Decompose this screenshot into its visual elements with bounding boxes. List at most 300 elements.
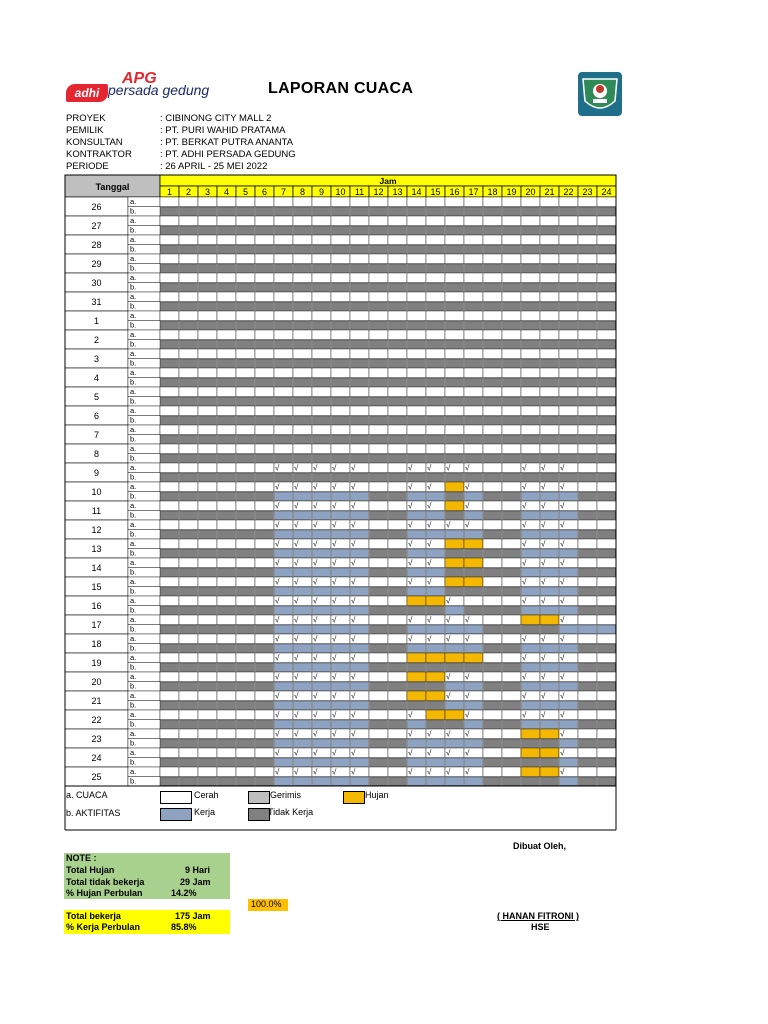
check-mark: √ — [313, 577, 318, 587]
cuaca-cell — [445, 501, 464, 511]
cuaca-cell — [407, 273, 426, 283]
cuaca-cell — [369, 691, 388, 701]
aktifitas-cell — [503, 473, 521, 482]
aktifitas-cell — [446, 663, 464, 672]
aktifitas-cell — [256, 663, 274, 672]
cuaca-cell — [331, 216, 350, 226]
aktifitas-cell — [351, 568, 369, 577]
cuaca-cell — [255, 691, 274, 701]
cuaca-cell — [198, 425, 217, 435]
aktifitas-cell — [389, 606, 407, 615]
aktifitas-cell — [237, 587, 255, 596]
aktifitas-cell — [446, 739, 464, 748]
cuaca-cell — [160, 691, 179, 701]
aktifitas-cell — [332, 454, 350, 463]
cuaca-cell — [597, 596, 616, 606]
aktifitas-cell — [560, 454, 578, 463]
aktifitas-cell — [560, 207, 578, 216]
check-mark: √ — [294, 672, 299, 682]
aktifitas-cell — [427, 321, 445, 330]
aktifitas-cell — [332, 283, 350, 292]
aktifitas-cell — [294, 359, 312, 368]
aktifitas-cell — [427, 397, 445, 406]
cuaca-cell — [445, 710, 464, 720]
aktifitas-cell — [503, 549, 521, 558]
cuaca-cell — [160, 672, 179, 682]
aktifitas-cell — [446, 245, 464, 254]
aktifitas-cell — [522, 663, 540, 672]
aktifitas-cell — [313, 568, 331, 577]
aktifitas-cell — [161, 492, 179, 501]
row-a-label: a. — [130, 520, 137, 529]
cuaca-cell — [217, 539, 236, 549]
aktifitas-cell — [332, 321, 350, 330]
aktifitas-cell — [161, 226, 179, 235]
logo-apg-text: APG — [122, 70, 157, 87]
aktifitas-cell — [370, 473, 388, 482]
cuaca-cell — [160, 748, 179, 758]
cuaca-cell — [236, 615, 255, 625]
aktifitas-cell — [541, 378, 559, 387]
cuaca-cell — [312, 254, 331, 264]
aktifitas-cell — [408, 568, 426, 577]
aktifitas-cell — [199, 587, 217, 596]
cuaca-cell — [255, 292, 274, 302]
work-note-label: Total bekerja — [66, 911, 121, 921]
aktifitas-cell — [389, 492, 407, 501]
aktifitas-cell — [465, 359, 483, 368]
aktifitas-cell — [427, 530, 445, 539]
aktifitas-cell — [446, 416, 464, 425]
hour-header: Jam — [379, 176, 397, 186]
aktifitas-cell — [446, 568, 464, 577]
cuaca-cell — [464, 387, 483, 397]
cuaca-cell — [198, 596, 217, 606]
aktifitas-cell — [237, 492, 255, 501]
aktifitas-cell — [446, 682, 464, 691]
aktifitas-cell — [389, 777, 407, 786]
aktifitas-cell — [579, 644, 597, 653]
aktifitas-cell — [237, 454, 255, 463]
aktifitas-cell — [237, 226, 255, 235]
row-b-label: b. — [130, 301, 137, 311]
cuaca-cell — [445, 292, 464, 302]
aktifitas-cell — [427, 435, 445, 444]
cuaca-cell — [293, 368, 312, 378]
aktifitas-cell — [579, 378, 597, 387]
check-mark: √ — [275, 463, 280, 473]
aktifitas-cell — [256, 492, 274, 501]
check-mark: √ — [427, 767, 432, 777]
check-mark: √ — [446, 596, 451, 606]
cuaca-cell — [521, 767, 540, 777]
info-key: KONTRAKTOR — [66, 149, 132, 160]
cuaca-cell — [179, 273, 198, 283]
cuaca-cell — [578, 311, 597, 321]
row-b-label: b. — [130, 396, 137, 406]
check-mark: √ — [332, 463, 337, 473]
cuaca-cell — [464, 292, 483, 302]
cuaca-cell — [578, 767, 597, 777]
aktifitas-cell — [560, 758, 578, 767]
check-mark: √ — [446, 748, 451, 758]
row-b-label: b. — [130, 320, 137, 330]
cuaca-cell — [521, 425, 540, 435]
cuaca-cell — [388, 254, 407, 264]
aktifitas-cell — [541, 416, 559, 425]
aktifitas-cell — [541, 302, 559, 311]
date-label: 14 — [91, 563, 102, 573]
date-label: 23 — [91, 734, 102, 744]
cuaca-cell — [217, 444, 236, 454]
check-mark: √ — [275, 634, 280, 644]
check-mark: √ — [560, 729, 565, 739]
aktifitas-cell — [389, 644, 407, 653]
aktifitas-cell — [161, 720, 179, 729]
check-mark: √ — [465, 463, 470, 473]
aktifitas-cell — [579, 606, 597, 615]
aktifitas-cell — [579, 435, 597, 444]
cuaca-cell — [483, 406, 502, 416]
check-mark: √ — [522, 482, 527, 492]
cuaca-cell — [160, 710, 179, 720]
aktifitas-cell — [275, 492, 293, 501]
check-mark: √ — [408, 748, 413, 758]
aktifitas-cell — [427, 416, 445, 425]
cuaca-cell — [179, 691, 198, 701]
aktifitas-cell — [465, 454, 483, 463]
cuaca-cell — [502, 558, 521, 568]
check-mark: √ — [408, 558, 413, 568]
cuaca-cell — [198, 748, 217, 758]
cuaca-cell — [198, 539, 217, 549]
cuaca-cell — [312, 197, 331, 207]
check-mark: √ — [313, 482, 318, 492]
cuaca-cell — [236, 406, 255, 416]
cuaca-cell — [160, 292, 179, 302]
aktifitas-cell — [598, 321, 616, 330]
aktifitas-cell — [199, 530, 217, 539]
date-label: 22 — [91, 715, 102, 725]
aktifitas-cell — [199, 701, 217, 710]
aktifitas-cell — [275, 226, 293, 235]
aktifitas-cell — [199, 226, 217, 235]
cuaca-cell — [312, 387, 331, 397]
cuaca-cell — [445, 330, 464, 340]
check-mark: √ — [541, 672, 546, 682]
row-a-label: a. — [130, 254, 137, 263]
aktifitas-cell — [256, 625, 274, 634]
cuaca-cell — [559, 311, 578, 321]
note-label: Total tidak bekerja — [66, 877, 145, 887]
aktifitas-cell — [598, 663, 616, 672]
cuaca-cell — [445, 406, 464, 416]
cuaca-cell — [388, 368, 407, 378]
aktifitas-cell — [446, 777, 464, 786]
check-mark: √ — [560, 463, 565, 473]
cuaca-cell — [369, 653, 388, 663]
cuaca-cell — [179, 425, 198, 435]
aktifitas-cell — [256, 530, 274, 539]
aktifitas-cell — [522, 397, 540, 406]
cuaca-cell — [578, 672, 597, 682]
aktifitas-cell — [313, 549, 331, 558]
date-label: 26 — [91, 202, 102, 212]
cuaca-cell — [578, 539, 597, 549]
cuaca-cell — [369, 406, 388, 416]
check-mark: √ — [313, 501, 318, 511]
aktifitas-cell — [294, 416, 312, 425]
check-mark: √ — [313, 653, 318, 663]
info-key: PROYEK — [66, 113, 106, 124]
check-mark: √ — [446, 520, 451, 530]
cuaca-cell — [255, 463, 274, 473]
aktifitas-cell — [408, 511, 426, 520]
cuaca-cell — [217, 330, 236, 340]
aktifitas-cell — [446, 397, 464, 406]
aktifitas-cell — [275, 720, 293, 729]
aktifitas-cell — [180, 226, 198, 235]
aktifitas-cell — [598, 530, 616, 539]
cuaca-cell — [597, 767, 616, 777]
cuaca-cell — [426, 444, 445, 454]
aktifitas-cell — [256, 416, 274, 425]
aktifitas-cell — [161, 568, 179, 577]
legend-tidak-kerja-swatch — [248, 808, 270, 821]
aktifitas-cell — [503, 720, 521, 729]
aktifitas-cell — [294, 644, 312, 653]
row-b-label: b. — [130, 643, 137, 653]
aktifitas-cell — [351, 264, 369, 273]
cuaca-cell — [312, 368, 331, 378]
aktifitas-cell — [427, 226, 445, 235]
cuaca-cell — [388, 710, 407, 720]
cuaca-cell — [160, 444, 179, 454]
aktifitas-cell — [465, 682, 483, 691]
aktifitas-cell — [598, 473, 616, 482]
aktifitas-cell — [275, 644, 293, 653]
aktifitas-cell — [180, 606, 198, 615]
aktifitas-cell — [484, 226, 502, 235]
cuaca-cell — [559, 273, 578, 283]
cuaca-cell — [179, 672, 198, 682]
date-label: 7 — [93, 430, 100, 440]
cuaca-cell — [578, 653, 597, 663]
aktifitas-cell — [237, 568, 255, 577]
cuaca-cell — [483, 216, 502, 226]
hour-label: 21 — [544, 187, 555, 197]
cuaca-cell — [198, 406, 217, 416]
cuaca-cell — [236, 520, 255, 530]
aktifitas-cell — [275, 606, 293, 615]
cuaca-cell — [540, 406, 559, 416]
aktifitas-cell — [541, 663, 559, 672]
cuaca-cell — [502, 672, 521, 682]
row-a-label: a. — [130, 558, 137, 567]
cuaca-cell — [540, 235, 559, 245]
cuaca-cell — [312, 444, 331, 454]
aktifitas-cell — [522, 226, 540, 235]
aktifitas-cell — [180, 758, 198, 767]
cuaca-cell — [483, 387, 502, 397]
aktifitas-cell — [256, 549, 274, 558]
cuaca-cell — [597, 444, 616, 454]
check-mark: √ — [313, 729, 318, 739]
aktifitas-cell — [180, 435, 198, 444]
cuaca-cell — [407, 653, 426, 663]
note-heading: NOTE : — [66, 853, 97, 863]
hour-label: 15 — [430, 187, 441, 197]
aktifitas-cell — [256, 207, 274, 216]
aktifitas-cell — [579, 625, 597, 634]
aktifitas-cell — [199, 758, 217, 767]
check-mark: √ — [275, 482, 280, 492]
aktifitas-cell — [218, 682, 236, 691]
cuaca-cell — [426, 273, 445, 283]
cuaca-cell — [426, 254, 445, 264]
aktifitas-cell — [598, 397, 616, 406]
cuaca-cell — [407, 691, 426, 701]
aktifitas-cell — [332, 644, 350, 653]
aktifitas-cell — [389, 359, 407, 368]
row-b-label: b. — [130, 377, 137, 387]
cuaca-cell — [597, 254, 616, 264]
row-b-label: b. — [130, 358, 137, 368]
aktifitas-cell — [408, 758, 426, 767]
note-value: 14.2% — [171, 888, 197, 898]
aktifitas-cell — [275, 378, 293, 387]
cuaca-cell — [521, 368, 540, 378]
cuaca-cell — [198, 311, 217, 321]
cuaca-cell — [160, 235, 179, 245]
aktifitas-cell — [408, 492, 426, 501]
cuaca-cell — [521, 387, 540, 397]
cuaca-cell — [502, 539, 521, 549]
cuaca-cell — [502, 235, 521, 245]
aktifitas-cell — [541, 625, 559, 634]
cuaca-cell — [483, 273, 502, 283]
aktifitas-cell — [389, 701, 407, 710]
aktifitas-cell — [484, 321, 502, 330]
legend-cerah-label: Cerah — [194, 790, 219, 800]
row-a-label: a. — [130, 615, 137, 624]
row-b-label: b. — [130, 453, 137, 463]
row-b-label: b. — [130, 472, 137, 482]
cuaca-cell — [179, 558, 198, 568]
aktifitas-cell — [180, 321, 198, 330]
aktifitas-cell — [541, 587, 559, 596]
cuaca-cell — [540, 311, 559, 321]
aktifitas-cell — [313, 321, 331, 330]
check-mark: √ — [522, 539, 527, 549]
aktifitas-cell — [199, 340, 217, 349]
cuaca-cell — [236, 463, 255, 473]
cuaca-cell — [160, 311, 179, 321]
aktifitas-cell — [503, 397, 521, 406]
aktifitas-cell — [199, 454, 217, 463]
cuaca-cell — [502, 691, 521, 701]
cuaca-cell — [236, 254, 255, 264]
hour-label: 17 — [468, 187, 479, 197]
aktifitas-cell — [294, 473, 312, 482]
aktifitas-cell — [180, 359, 198, 368]
cuaca-cell — [274, 444, 293, 454]
aktifitas-cell — [351, 701, 369, 710]
check-mark: √ — [275, 653, 280, 663]
aktifitas-cell — [408, 720, 426, 729]
check-mark: √ — [427, 558, 432, 568]
row-b-label: b. — [130, 510, 137, 520]
cuaca-cell — [198, 729, 217, 739]
row-a-label: a. — [130, 311, 137, 320]
aktifitas-cell — [218, 283, 236, 292]
cuaca-cell — [597, 710, 616, 720]
aktifitas-cell — [503, 492, 521, 501]
aktifitas-cell — [484, 549, 502, 558]
check-mark: √ — [294, 482, 299, 492]
aktifitas-cell — [294, 321, 312, 330]
aktifitas-cell — [275, 587, 293, 596]
date-label: 24 — [91, 753, 102, 763]
aktifitas-cell — [541, 758, 559, 767]
cuaca-cell — [236, 425, 255, 435]
aktifitas-cell — [579, 492, 597, 501]
cuaca-cell — [255, 387, 274, 397]
aktifitas-cell — [256, 378, 274, 387]
aktifitas-cell — [161, 777, 179, 786]
aktifitas-cell — [389, 739, 407, 748]
aktifitas-cell — [427, 625, 445, 634]
cuaca-cell — [331, 425, 350, 435]
cuaca-cell — [369, 710, 388, 720]
cuaca-cell — [388, 235, 407, 245]
cuaca-cell — [502, 729, 521, 739]
cuaca-cell — [426, 349, 445, 359]
aktifitas-cell — [294, 397, 312, 406]
aktifitas-cell — [541, 454, 559, 463]
cuaca-cell — [198, 368, 217, 378]
aktifitas-cell — [199, 321, 217, 330]
cuaca-cell — [160, 653, 179, 663]
date-label: 11 — [91, 506, 102, 516]
cuaca-cell — [502, 368, 521, 378]
cuaca-cell — [160, 558, 179, 568]
aktifitas-cell — [560, 321, 578, 330]
cuaca-cell — [293, 311, 312, 321]
date-label: 27 — [91, 221, 102, 231]
aktifitas-cell — [465, 663, 483, 672]
check-mark: √ — [294, 634, 299, 644]
aktifitas-cell — [161, 207, 179, 216]
aktifitas-cell — [503, 758, 521, 767]
aktifitas-cell — [598, 454, 616, 463]
aktifitas-cell — [370, 606, 388, 615]
aktifitas-cell — [199, 359, 217, 368]
cuaca-cell — [217, 634, 236, 644]
check-mark: √ — [560, 539, 565, 549]
cuaca-cell — [255, 425, 274, 435]
aktifitas-cell — [256, 758, 274, 767]
aktifitas-cell — [560, 264, 578, 273]
aktifitas-cell — [199, 378, 217, 387]
aktifitas-cell — [218, 207, 236, 216]
aktifitas-cell — [332, 758, 350, 767]
cuaca-cell — [445, 425, 464, 435]
cuaca-cell — [274, 311, 293, 321]
cuaca-cell — [578, 216, 597, 226]
cuaca-cell — [483, 653, 502, 663]
aktifitas-cell — [313, 283, 331, 292]
